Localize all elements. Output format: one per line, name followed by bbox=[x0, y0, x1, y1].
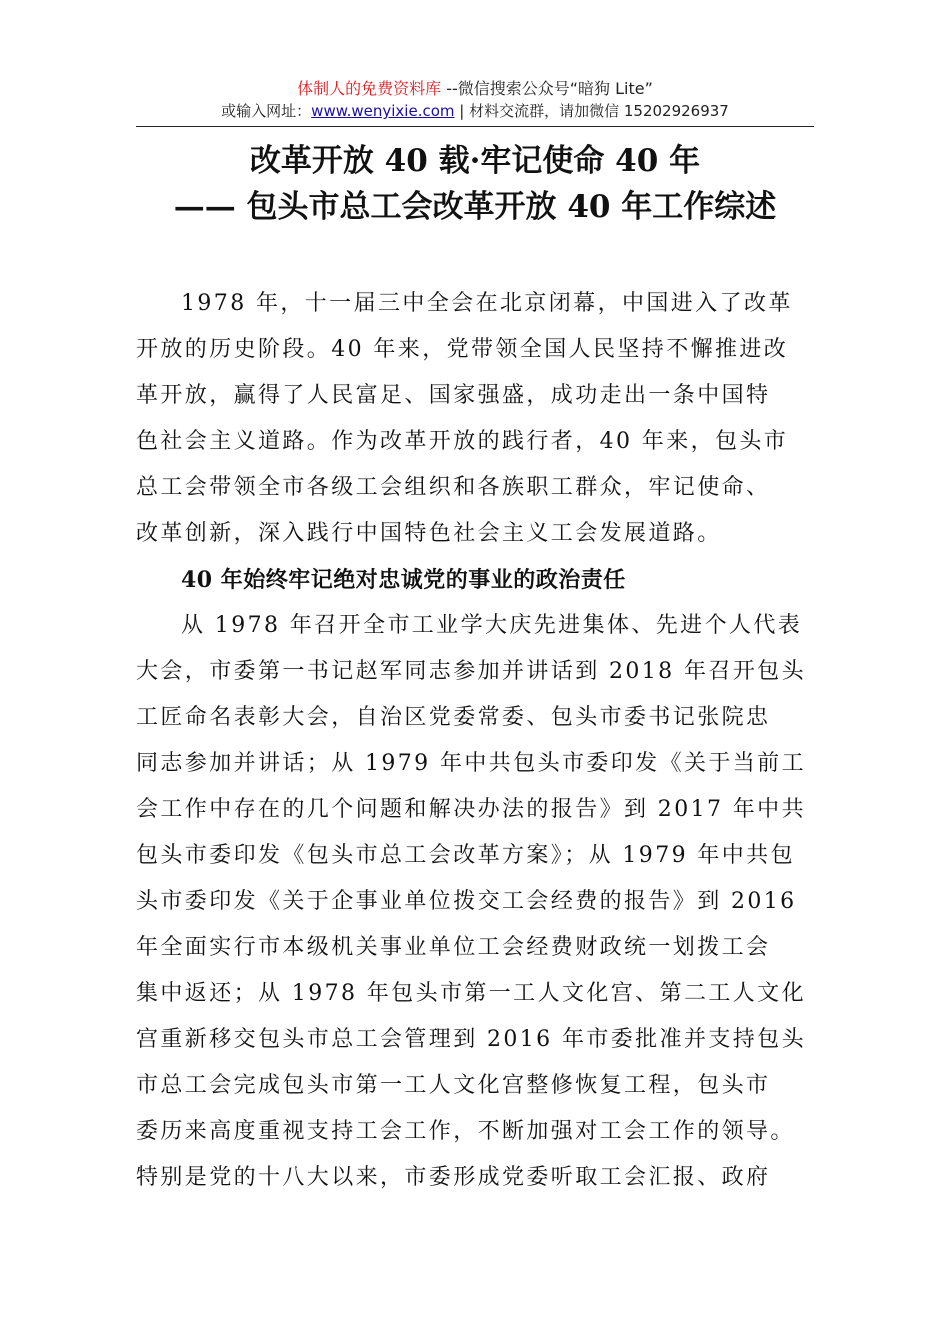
title-line-2: —— 包头市总工会改革开放 40 年工作综述 bbox=[173, 189, 777, 225]
document-title bbox=[136, 138, 814, 230]
paragraph-2-line: 宫重新移交包头市总工会管理到 2016 年市委批准并支持包头 bbox=[136, 1027, 806, 1052]
document-body bbox=[136, 281, 814, 1201]
header-url-link[interactable]: www.wenyixie.com bbox=[311, 102, 455, 120]
page-header bbox=[136, 78, 814, 122]
paragraph-1-line: 开放的历史阶段。40 年来，党带领全国人民坚持不懈推进改 bbox=[136, 337, 789, 362]
paragraph-1-line: 改革创新，深入践行中国特色社会主义工会发展道路。 bbox=[136, 521, 722, 546]
header-divider bbox=[136, 126, 814, 127]
paragraph-1-line: 总工会带领全市各级工会组织和各族职工群众，牢记使命、 bbox=[136, 475, 771, 500]
paragraph-2-line: 包头市委印发《包头市总工会改革方案》；从 1979 年中共包 bbox=[136, 843, 795, 868]
paragraph-2-line: 会工作中存在的几个问题和解决办法的报告》到 2017 年中共 bbox=[136, 797, 806, 822]
paragraph-2-line: 工匠命名表彰大会，自治区党委常委、包头市委书记张院忠 bbox=[136, 705, 771, 730]
paragraph-2-line: 市总工会完成包头市第一工人文化宫整修恢复工程，包头市 bbox=[136, 1073, 771, 1098]
header-promo-line bbox=[136, 78, 814, 100]
header-wechat-note: --微信搜索公众号“暗狗 Lite” bbox=[441, 79, 653, 98]
header-brand: 体制人的免费资料库 bbox=[297, 79, 442, 98]
header-url-prefix: 或输入网址： bbox=[221, 102, 312, 120]
paragraph-1-line: 革开放，赢得了人民富足、国家强盛，成功走出一条中国特 bbox=[136, 383, 771, 408]
paragraph-2-line: 集中返还；从 1978 年包头市第一工人文化宫、第二工人文化 bbox=[136, 981, 806, 1006]
paragraph-2-line: 同志参加并讲话；从 1979 年中共包头市委印发《关于当前工 bbox=[136, 751, 806, 776]
header-contact: | 材料交流群，请加微信 15202926937 bbox=[454, 102, 729, 120]
header-contact-line bbox=[136, 100, 814, 122]
title-line-1: 改革开放 40 载·牢记使命 40 年 bbox=[249, 143, 701, 179]
section-heading: 40 年始终牢记绝对忠诚党的事业的政治责任 bbox=[181, 567, 626, 593]
paragraph-1-line: 1978 年，十一届三中全会在北京闭幕，中国进入了改革 bbox=[181, 291, 793, 316]
paragraph-2-line: 头市委印发《关于企事业单位拨交工会经费的报告》到 2016 bbox=[136, 889, 797, 914]
paragraph-2-line: 委历来高度重视支持工会工作，不断加强对工会工作的领导。 bbox=[136, 1119, 795, 1144]
paragraph-2-line: 年全面实行市本级机关事业单位工会经费财政统一划拨工会 bbox=[136, 935, 771, 960]
paragraph-2-line: 大会，市委第一书记赵军同志参加并讲话到 2018 年召开包头 bbox=[136, 659, 806, 684]
paragraph-1-line: 色社会主义道路。作为改革开放的践行者，40 年来，包头市 bbox=[136, 429, 789, 454]
paragraph-2-line: 特别是党的十八大以来，市委形成党委听取工会汇报、政府 bbox=[136, 1165, 771, 1190]
paragraph-2-line: 从 1978 年召开全市工业学大庆先进集体、先进个人代表 bbox=[181, 613, 803, 638]
